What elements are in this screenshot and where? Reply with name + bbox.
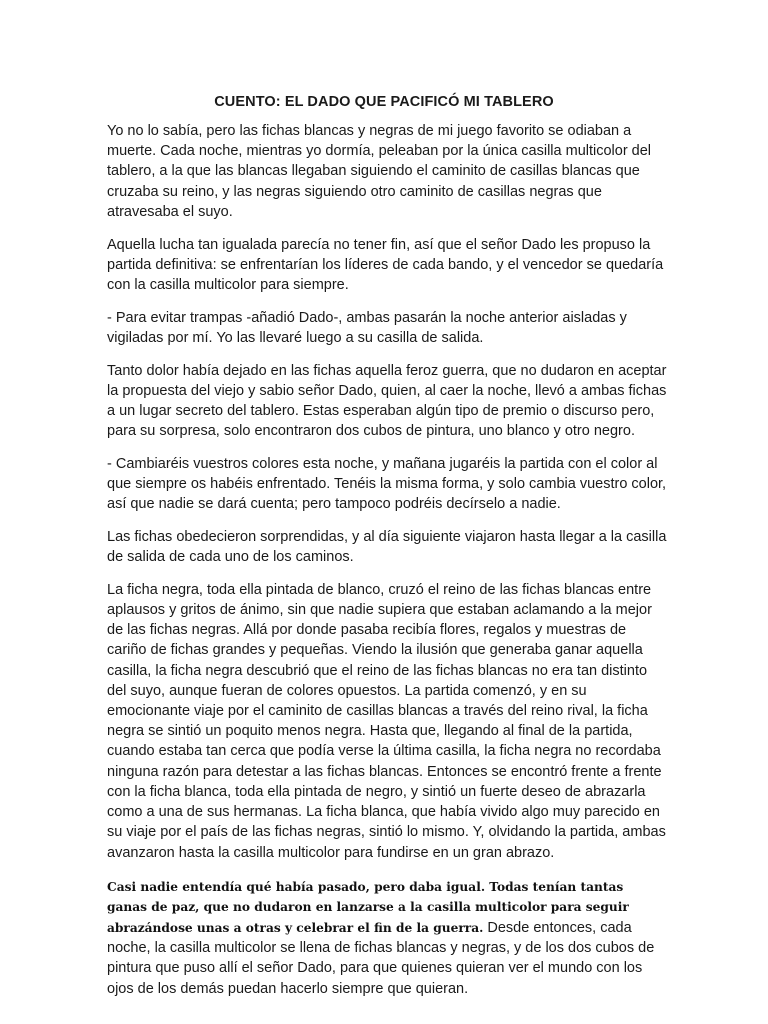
paragraph-4: Tanto dolor había dejado en las fichas aquella feroz guerra, que no dudaron en aceptar la propuesta del viejo y sabio señor Dado, quien, al caer la noche, llevó a ambas fichas a un lugar secreto del tablero. Estas esperaban algún tipo de premio o discurso pero, para su sorpresa, solo encontraron dos cubos de pintura, uno blanco y otro negro. xyxy=(107,362,667,440)
paragraph-5: - Cambiaréis vuestros colores esta noche, y mañana jugaréis la partida con el color al que siempre os habéis enfrentado. Tenéis la misma forma, y solo cambia vuestro color, así que nadie se dará cuenta; pero tampoco podréis decírselo a nadie. xyxy=(107,455,667,513)
document-body xyxy=(107,121,667,1011)
paragraph-1: Yo no lo sabía, pero las fichas blancas y negras de mi juego favorito se odiaban a muerte. Cada noche, mientras yo dormía, peleaban por la única casilla multicolor del tablero, a la que las blancas llegaban siguiendo el caminito de casillas blancas que cruzaba su reino, y las negras siguiendo otro caminito de casillas negras que atravesaba el suyo. xyxy=(107,123,652,220)
paragraph-2: Aquella lucha tan igualada parecía no tener fin, así que el señor Dado les propuso la partida definitiva: se enfrentarían los líderes de cada bando, y el vencedor se quedaría con la casilla multicolor para siempre. xyxy=(107,236,664,293)
document-title: CUENTO: EL DADO QUE PACIFICÓ MI TABLERO xyxy=(214,94,554,110)
paragraph-7: La ficha negra, toda ella pintada de blanco, cruzó el reino de las fichas blancas entre aplausos y gritos de ánimo, sin que nadie supiera que estaban aclamando a la mejor de las fichas negras. Allá por donde pasaba recibía flores, regalos y muestras de cariño de fichas grandes y pequeñas. Viendo la ilusión que generaba ganar aquella casilla, la ficha negra descubrió que el reino de las fichas blancas no era tan distinto del suyo, aunque fueran de colores opuestos. La partida comenzó, y en su emocionante viaje por el caminito de casillas blancas a través del reino rival, la ficha negra se sintió un poquito menos negra. Hasta que, llegando al final de la partida, cuando estaba tan cerca que podía verse la última casilla, la ficha negra no recordaba ninguna razón para detestar a las fichas blancas. Entonces se encontró frente a frente con la ficha blanca, toda ella pintada de negro, y sintió un fuerte deseo de abrazarla como a una de sus hermanas. La ficha blanca, que había vivido algo muy parecido en su viaje por el país de las fichas negras, sintió lo mismo. Y, olvidando la partida, ambas avanzaron hasta la casilla multicolor para fundirse en un gran abrazo. xyxy=(107,581,666,861)
paragraph-8-regular-text: Desde entonces, cada noche, la casilla multicolor se llena de fichas blancas y negras, y de los dos cubos de pintura que puso allí el señor Dado, para que quienes quieran ver el mundo con los ojos de los demás puedan hacerlo siempre que quieran. xyxy=(107,919,655,997)
paragraph-6: Las fichas obedecieron sorprendidas, y al día siguiente viajaron hasta llegar a la casilla de salida de cada uno de los caminos. xyxy=(107,528,667,566)
paragraph-3: - Para evitar trampas -añadió Dado-, ambas pasarán la noche anterior aisladas y vigiladas por mí. Yo las llevaré luego a su casilla de salida. xyxy=(107,309,627,346)
paragraph-8-bold-text: Casi nadie entendía qué había pasado, pero daba igual. Todas tenían tantas ganas de paz, que no dudaron en lanzarse a la casilla multicolor para seguir abrazándose unas a otras y celebrar el fin de la guerra. xyxy=(107,879,629,935)
paragraph-8 xyxy=(107,877,667,999)
